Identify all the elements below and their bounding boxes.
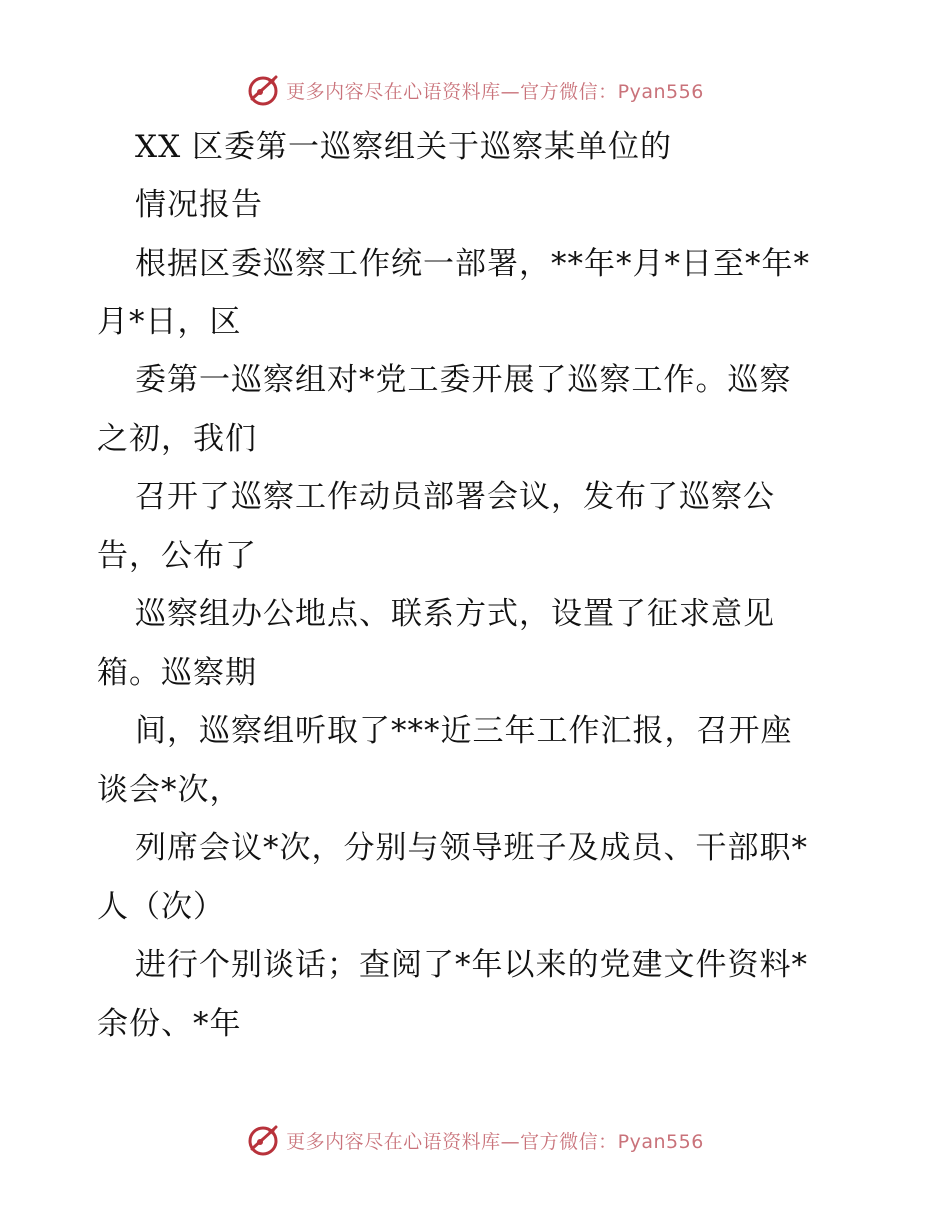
doc-paragraph-line: 召开了巡察工作动员部署会议，发布了巡察公 — [135, 479, 775, 515]
doc-paragraph-line: 根据区委巡察工作统一部署，**年*月*日至*年* — [135, 246, 810, 282]
doc-paragraph-line: 箱。巡察期 — [97, 655, 257, 691]
watermark-text: 更多内容尽在心语资料库—官方微信： — [286, 80, 618, 103]
doc-paragraph-line: 月*日，区 — [97, 304, 242, 340]
header-watermark — [0, 70, 950, 110]
doc-paragraph-line: 告，公布了 — [97, 538, 257, 574]
doc-paragraph-line: 巡察组办公地点、联系方式，设置了征求意见 — [135, 596, 775, 632]
doc-paragraph-line: 谈会*次， — [97, 772, 242, 808]
doc-title-line-1: XX 区委第一巡察组关于巡察某单位的 — [135, 129, 672, 165]
watermark-wechat-id: Pyan556 — [617, 80, 704, 103]
doc-paragraph-line: 进行个别谈话；查阅了*年以来的党建文件资料* — [135, 947, 808, 983]
doc-paragraph-line: 间，巡察组听取了***近三年工作汇报，召开座 — [135, 713, 793, 749]
doc-title-line-2: 情况报告 — [135, 187, 263, 223]
watermark-text: 更多内容尽在心语资料库—官方微信： — [286, 1130, 618, 1153]
doc-paragraph-line: 列席会议*次，分别与领导班子及成员、干部职* — [135, 830, 808, 866]
pen-ribbon-logo-icon — [246, 73, 280, 107]
watermark-wechat-id: Pyan556 — [617, 1130, 704, 1153]
footer-watermark — [0, 1120, 950, 1160]
doc-paragraph-line: 余份、*年 — [97, 1006, 242, 1042]
doc-paragraph-line: 之初，我们 — [97, 421, 257, 457]
doc-paragraph-line: 委第一巡察组对*党工委开展了巡察工作。巡察 — [135, 362, 792, 398]
doc-paragraph-line: 人（次） — [97, 889, 225, 925]
pen-ribbon-logo-icon — [246, 1123, 280, 1157]
